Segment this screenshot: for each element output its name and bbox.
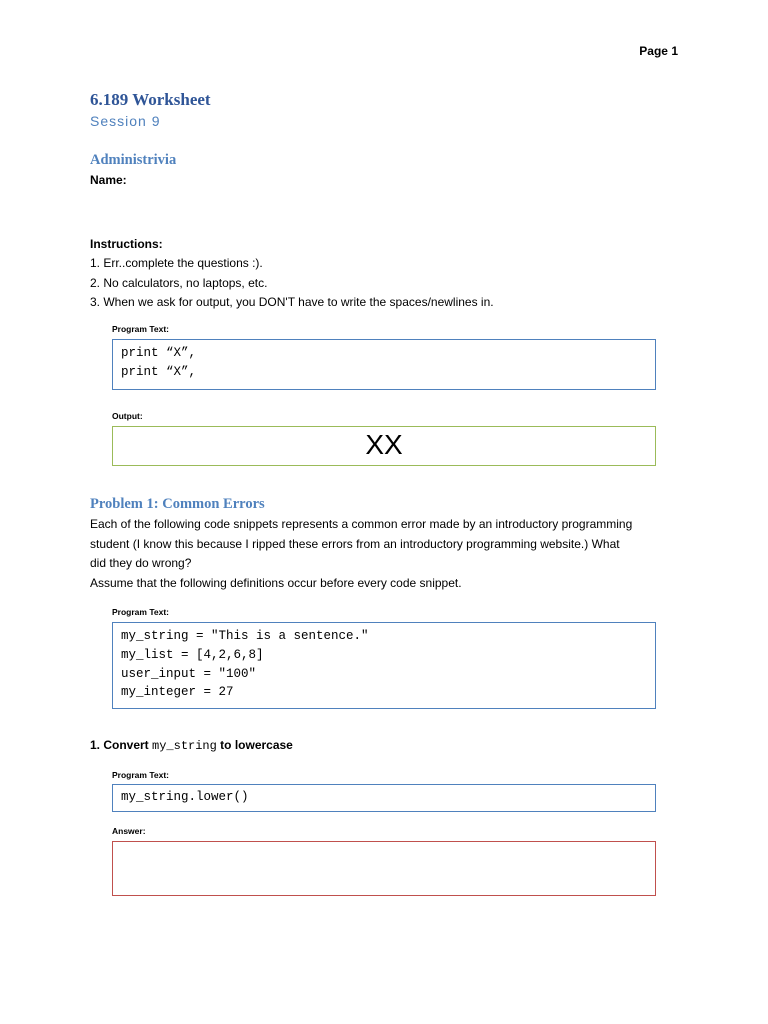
- problem1-description: [90, 515, 690, 593]
- question1-code-term: my_string: [152, 739, 217, 753]
- question1-prompt: [90, 738, 293, 753]
- description-line: student (I know this because I ripped these errors from an introductory programming website.) What: [90, 536, 620, 551]
- question1-answer-box[interactable]: [112, 841, 656, 896]
- instruction-item: 2. No calculators, no laptops, etc.: [90, 275, 268, 290]
- definitions-program-box: [112, 622, 656, 709]
- instructions-label: Instructions:: [90, 237, 163, 251]
- code-line: print “X”,: [121, 346, 197, 360]
- code-line: my_integer = 27: [121, 685, 234, 700]
- example-output-box: [112, 426, 656, 466]
- description-line: did they do wrong?: [90, 556, 192, 570]
- assumption-line: Assume that the following definitions occur before every code snippet.: [90, 575, 462, 590]
- question1-suffix: to lowercase: [216, 738, 293, 752]
- question1-program-label: Program Text:: [112, 770, 169, 780]
- code-line: my_string = "This is a sentence.": [121, 629, 369, 643]
- problem1-heading: Problem 1: Common Errors: [90, 496, 265, 512]
- definitions-program-label: Program Text:: [112, 607, 169, 617]
- description-line: Each of the following code snippets represents a common error made by an introductory programming: [90, 517, 633, 531]
- instructions-list: [90, 254, 494, 313]
- instruction-item: 3. When we ask for output, you DON'T have to write the spaces/newlines in.: [90, 295, 494, 309]
- output-value: XX: [365, 429, 403, 460]
- worksheet-title: 6.189 Worksheet: [90, 90, 211, 109]
- name-label: Name:: [90, 173, 127, 187]
- session-subtitle: Session 9: [90, 113, 161, 129]
- code-line: my_string.lower(): [121, 790, 249, 804]
- example-program-box: [112, 339, 656, 390]
- page-number: Page 1: [639, 44, 678, 58]
- code-line: user_input = "100": [121, 666, 257, 681]
- example-output-label: Output:: [112, 411, 143, 421]
- question1-program-box: [112, 784, 656, 812]
- example-program-label: Program Text:: [112, 324, 169, 334]
- administrivia-heading: Administrivia: [90, 152, 177, 168]
- question1-answer-label: Answer:: [112, 826, 146, 836]
- code-line: my_list = [4,2,6,8]: [121, 647, 264, 662]
- instruction-item: 1. Err..complete the questions :).: [90, 256, 263, 270]
- code-line: print “X”,: [121, 364, 197, 379]
- question1-prefix: 1. Convert: [90, 738, 153, 752]
